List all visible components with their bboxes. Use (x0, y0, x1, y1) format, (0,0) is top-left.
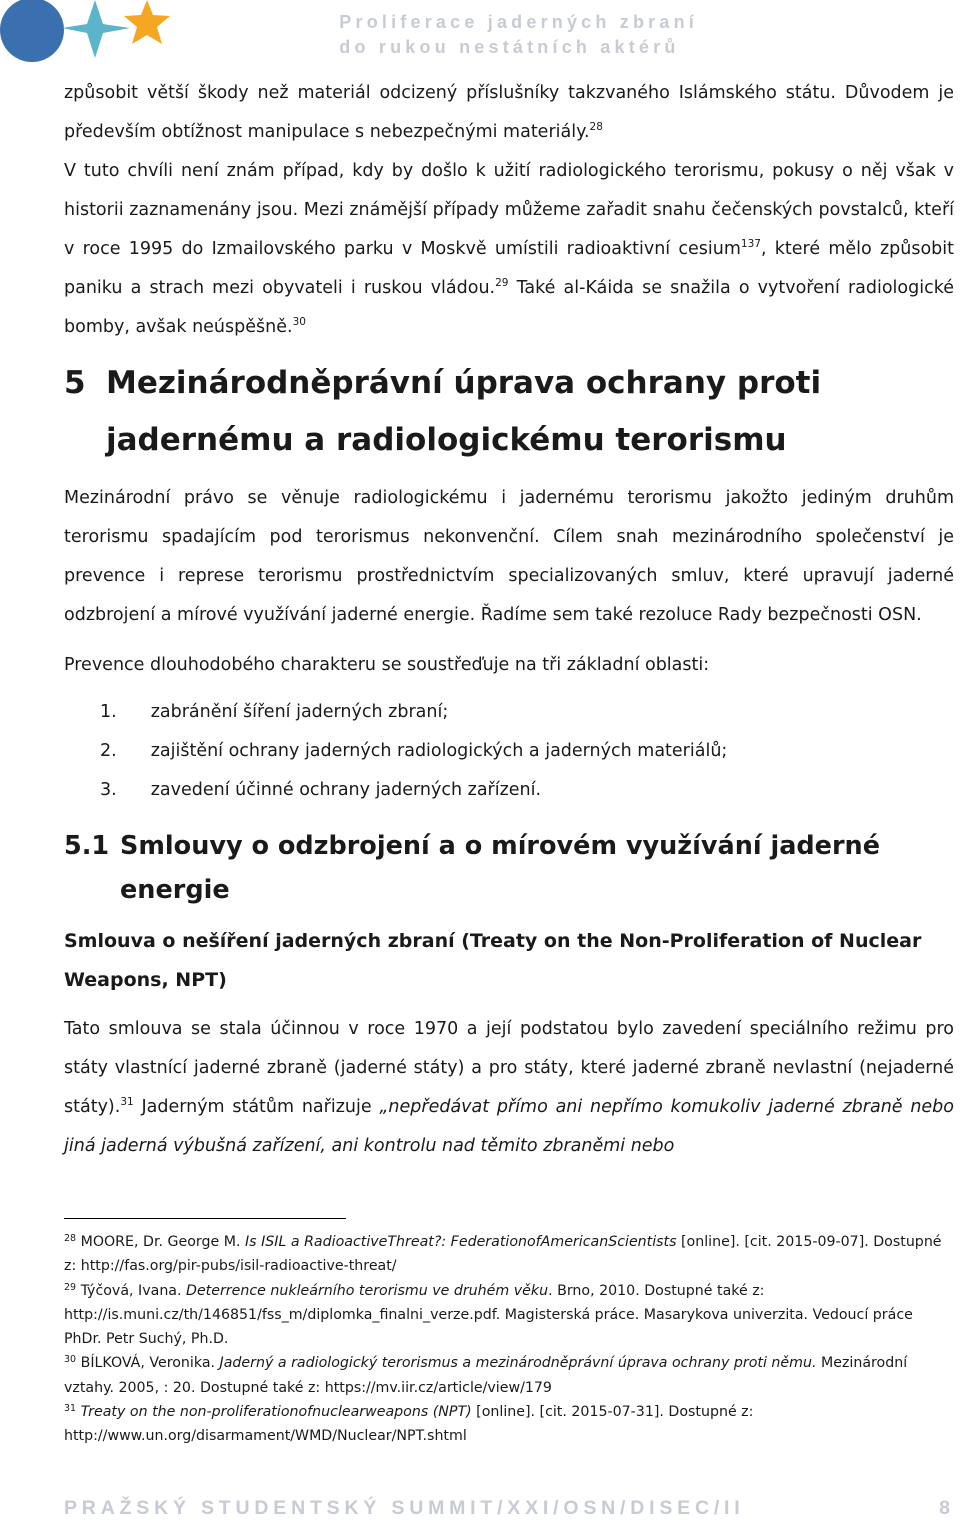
logo-star-teal (62, 0, 130, 58)
footnote-30: $^{30}$ BÍLKOVÁ, Veronika. Jaderný a radiologický terorismus a mezinárodněprávní úprava ochrany proti němu. Mezinárodní vztahy. 2005, : 20. Dostupné také z: https://mv.iir.cz/article/view/179 (64, 1354, 908, 1396)
page-content (64, 74, 954, 1166)
npt-subheading: Smlouva o nešíření jaderných zbraní (Treaty on the Non-Proliferation of Nuclear Weapons, NPT) (64, 930, 922, 991)
paragraph-npt: Tato smlouva se stala účinnou v roce 1970 a její podstatou bylo zavedení speciálního režimu pro státy vlastnící jaderné zbraně (jaderné státy) a pro státy, které jaderné zbraně nevlastní (nejaderné státy).$^{31}$ Jaderným státům nařizuje „nepředávat přímo ani nepřímo komukoliv jaderné zbraně nebo jiná jaderná výbušná zařízení, ani kontrolu nad těmito zbraněmi nebo (64, 1019, 954, 1156)
section-number: 5 (64, 365, 86, 401)
header-line-2: do rukou nestátních aktérů (339, 37, 680, 57)
footnote-29: $^{29}$ Týčová, Ivana. Deterrence nukleárního terorismu ve druhém věku. Brno, 2010. Dostupné také z: http://is.muni.cz/th/146851/fss_m/diplomka_finalni_verze.pdf. Magisterská práce. Masarykova univerzita. Vedoucí práce PhDr. Petr Suchý, Ph.D. (64, 1281, 913, 1348)
page-number: 8 (939, 1497, 950, 1519)
npt-quote: „nepředávat přímo ani nepřímo komukoliv jaderné zbraně nebo jiná jaderná výbušná zařízení, ani kontrolu nad těmito zbraněmi nebo (64, 1097, 954, 1156)
footnote-31: $^{31}$ Treaty on the non-proliferationofnuclearweapons (NPT) [online]. [cit. 2015-07-31]. Dostupné z: http://www.un.org/disarmament/WMD/Nuclear/NPT.shtml (64, 1403, 754, 1445)
logo-circle-blue (0, 0, 64, 62)
list-item: 3. zavedení účinné ochrany jaderných zařízení. (100, 780, 542, 800)
superscript-137: 137 (740, 238, 761, 250)
subsection-number: 5.1 (64, 831, 110, 861)
logo-star-orange (124, 0, 170, 44)
paragraph-section5-2: Prevence dlouhodobého charakteru se soustřeďuje na tři základní oblasti: (64, 655, 710, 675)
footnote-ref-29[interactable]: 29 (495, 277, 509, 289)
footnote-ref-30[interactable]: 30 (292, 316, 306, 328)
summit-logo (0, 0, 180, 70)
header-line-1: Proliferace jaderných zbraní (339, 12, 698, 32)
list-item: 2. zajištění ochrany jaderných radiologických a jaderných materiálů; (100, 741, 728, 761)
section-5-heading (64, 355, 954, 469)
paragraph-section5-1: Mezinárodní právo se věnuje radiologickému i jadernému terorismu jakožto jediným druhům terorismu spadajícím pod terorismus nekonvenční. Cílem snah mezinárodního společenství je prevence i represe terorismu prostřednictvím specializovaných smluv, které upravují jaderné odzbrojení a mírové využívání jaderné energie. Řadíme sem také rezoluce Rady bezpečnosti OSN. (64, 488, 954, 625)
paragraph-intro-2: V tuto chvíli není znám případ, kdy by došlo k užití radiologického terorismu, pokusy o něj však v historii zaznamenány jsou. Mezi známější případy můžeme zařadit snahu čečenských povstalců, kteří v roce 1995 do Izmailovského parku v Moskvě umístili radioaktivní cesium$^{137}$, které mělo způsobit paniku a strach mezi obyvateli i ruskou vládou.$^{29}$ Také al-Káida se snažila o vytvoření radiologické bomby, avšak neúspěšně.$^{30}$ (64, 161, 954, 337)
footnote-28: $^{28}$ MOORE, Dr. George M. Is ISIL a RadioactiveThreat?: FederationofAmericanScientists [online]. [cit. 2015-09-07]. Dostupné z: http://fas.org/pir-pubs/isil-radioactive-threat/ (64, 1233, 942, 1275)
footnote-ref-28[interactable]: 28 (589, 121, 603, 133)
footer-title: PRAŽSKÝ STUDENTSKÝ SUMMIT/XXI/OSN/DISEC/II (64, 1497, 745, 1519)
section-title: Mezinárodněprávní úprava ochrany proti jadernému a radiologickému terorismu (106, 365, 822, 458)
footnotes (64, 1230, 944, 1449)
paragraph-intro-1: způsobit větší škody než materiál odcizený příslušníky takzvaného Islámského státu. Důvodem je především obtížnost manipulace s nebezpečnými materiály.$^{28}$ (64, 83, 954, 142)
footnote-divider (64, 1218, 346, 1219)
header-title (339, 10, 698, 60)
footnote-ref-31[interactable]: 31 (120, 1096, 134, 1108)
section-5-1-heading (64, 824, 954, 912)
list-item: 1. zabránění šíření jaderných zbraní; (100, 702, 449, 722)
prevention-list (64, 693, 954, 810)
subsection-title: Smlouvy o odzbrojení a o mírovém využívání jaderné energie (120, 831, 880, 905)
